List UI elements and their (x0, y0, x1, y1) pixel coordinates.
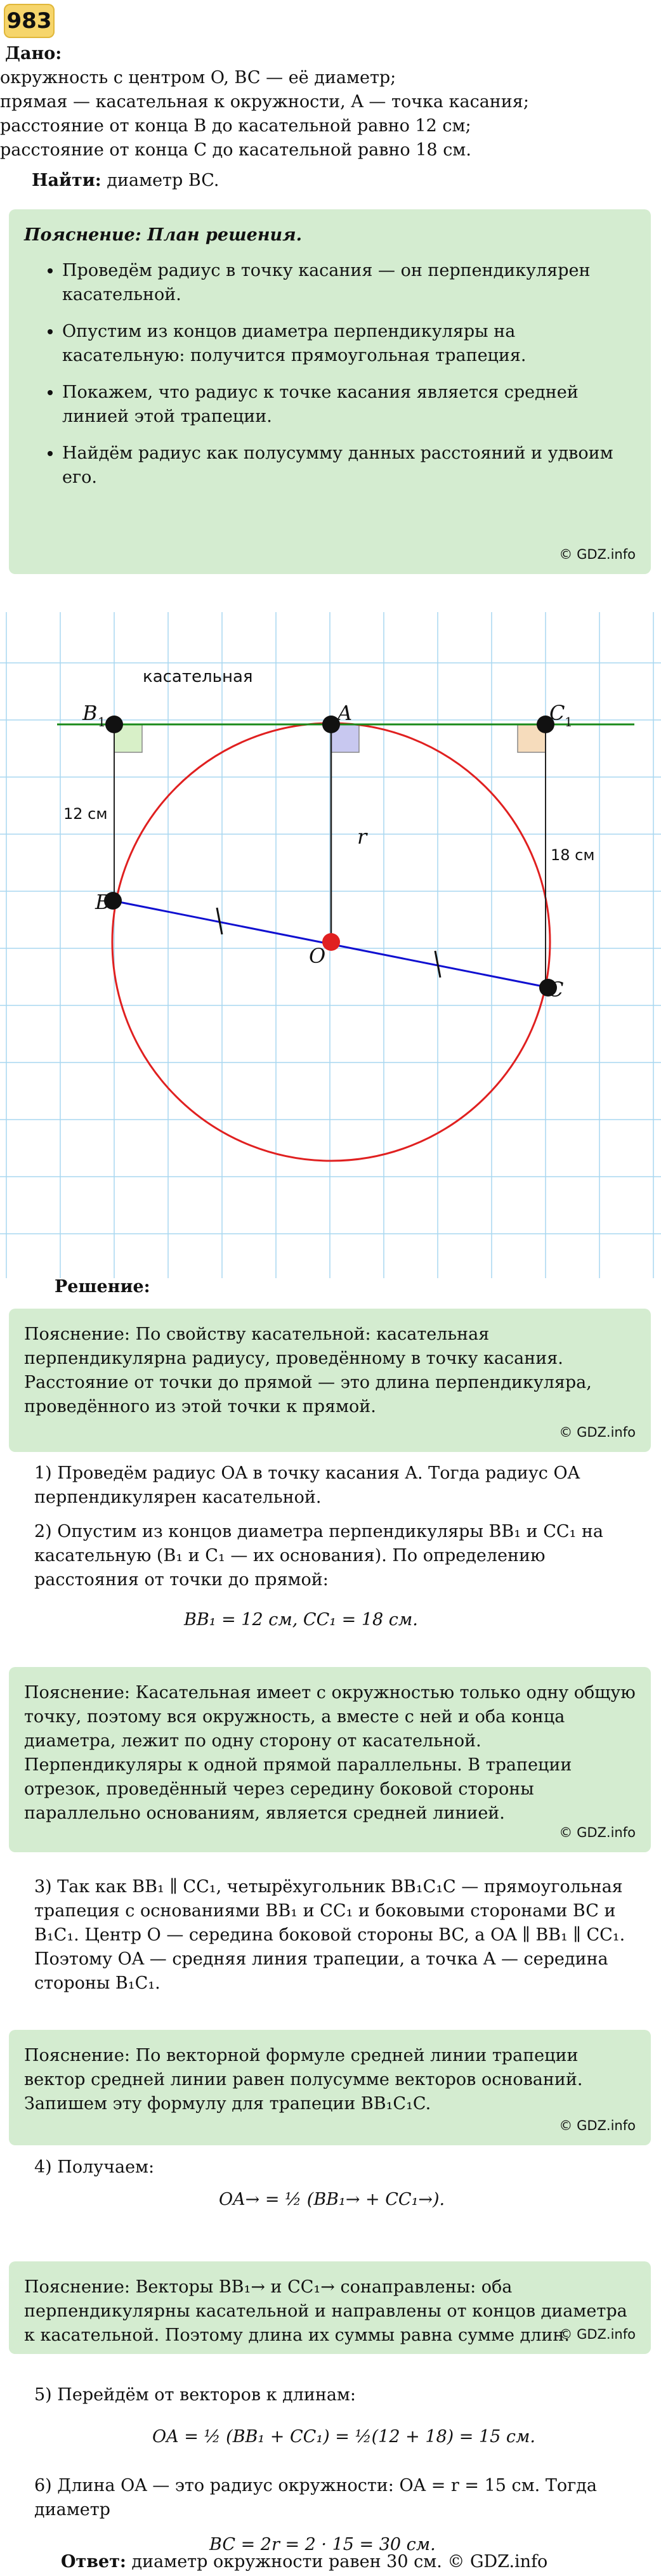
label-r: r (357, 825, 367, 849)
plan-item-1: • Проведём радиус в точку касания — он перпендикулярен касательной. (62, 259, 636, 307)
find-label: Найти: (32, 171, 101, 190)
label-a: A (337, 701, 353, 725)
answer-text: диаметр окружности равен 30 см. © GDZ.info (131, 2552, 548, 2572)
eq-distances: BB₁ = 12 см, CC₁ = 18 см. (184, 1610, 418, 1630)
label-c1: C (549, 701, 565, 725)
label-o: O (309, 944, 326, 968)
note3-text: Пояснение: По векторной формуле средней линии трапеции вектор средней линии равен полусумме векторов оснований. Запишем эту формулу для трапеции BB₁C₁C. (24, 2046, 583, 2114)
step2: 2) Опустим из концов диаметра перпендикуляры BB₁ и CC₁ на касательную (B₁ и C₁ — их основания). По определению расстояния от точки до прямой: (34, 1522, 604, 1590)
eq-lengths: OA = ½ (BB₁ + CC₁) = ½(12 + 18) = 15 см. (152, 2427, 536, 2447)
solution-title: Решение: (55, 1277, 150, 1297)
note1-box (9, 1309, 651, 1452)
point-b1 (105, 716, 123, 733)
label-18cm: 18 см (551, 846, 595, 864)
eq-vector: OA→ = ½ (BB₁→ + CC₁→). (219, 2190, 445, 2209)
plan-box (9, 209, 651, 574)
note3-copyright: © GDZ.info (559, 2118, 636, 2133)
note2-text: Пояснение: Касательная имеет с окружностью только одну общую точку, поэтому вся окружность, а вместе с ней и оба конца диаметра, лежит по одну сторону от касательной. Перпендикуляры к одной прямой параллельны. В трапеции отрезок, проведённый через середину боковой стороны параллельно основаниям, является средней линией. (24, 1683, 636, 1823)
step1: 1) Проведём радиус OA в точку касания A. Тогда радиус OA перпендикулярен касательной. (34, 1463, 580, 1507)
note4-copyright: © GDZ.info (559, 2327, 636, 2342)
find-text: диаметр BC. (107, 171, 219, 190)
note1-copyright: © GDZ.info (559, 1425, 636, 1440)
label-c1-sub: 1 (565, 714, 573, 729)
label-b1-sub: 1 (98, 714, 106, 729)
step4: 4) Получаем: (34, 2157, 155, 2177)
geometry-diagram (0, 612, 661, 1278)
given-line-2: прямая — касательная к окружности, A — точка касания; (0, 92, 529, 112)
given-title: Дано: (5, 44, 62, 63)
note4-text: Пояснение: Векторы BB₁→ и CC₁→ сонаправлены: оба перпендикулярны касательной и направлены от концов диаметра к касательной. Поэтому длина их суммы равна сумме длин. (24, 2277, 627, 2345)
problem-number-badge: 983 (4, 4, 55, 38)
note2-copyright: © GDZ.info (559, 1825, 636, 1840)
step6: 6) Длина OA — это радиус окружности: OA = r = 15 см. Тогда диаметр (34, 2476, 597, 2520)
label-b1: B (82, 701, 98, 725)
plan-head: Пояснение: План решения. (24, 225, 303, 245)
find-line (32, 169, 219, 193)
answer-label: Ответ: (61, 2552, 126, 2572)
plan-item-3: • Покажем, что радиус к точке касания является средней линией этой трапеции. (62, 381, 636, 429)
eq-diameter: BC = 2r = 2 · 15 = 30 см. (209, 2535, 436, 2554)
label-tangent: касательная (143, 667, 253, 686)
given-line-1: окружность с центром O, BC — её диаметр; (0, 68, 396, 88)
plan-item-4: • Найдём радиус как полусумму данных расстояний и удвоим его. (62, 441, 636, 490)
step5: 5) Перейдём от векторов к длинам: (34, 2385, 357, 2405)
label-12cm: 12 см (63, 805, 108, 823)
given-line-3: расстояние от конца B до касательной равно 12 см; (0, 116, 471, 136)
note1-text: Пояснение: По свойству касательной: касательная перпендикулярна радиусу, проведённому в точку касания. Расстояние от точки до прямой — это длина перпендикуляра, проведённого из этой точки к прямой. (24, 1324, 592, 1416)
answer-line (61, 2550, 547, 2574)
given-line-4: расстояние от конца C до касательной равно 18 см. (0, 140, 471, 160)
plan-item-2: • Опустим из концов диаметра перпендикуляры на касательную: получится прямоугольная трапеция. (62, 320, 636, 368)
note4-box (9, 2261, 651, 2354)
label-b: B (95, 890, 110, 914)
step3: 3) Так как BB₁ ∥ CC₁, четырёхугольник BB₁C₁C — прямоугольная трапеция с основаниями BB₁ и CC₁ и боковыми сторонами BC и B₁C₁. Центр O — середина боковой стороны BC, а OA ∥ BB₁ ∥ CC₁. Поэтому OA — средняя линия трапеции, а точка A — середина стороны B₁C₁. (34, 1877, 625, 1993)
plan-list (24, 259, 636, 490)
note2-box (9, 1667, 651, 1852)
label-c: C (548, 977, 564, 1002)
note3-box (9, 2030, 651, 2145)
plan-copyright: © GDZ.info (559, 547, 636, 562)
